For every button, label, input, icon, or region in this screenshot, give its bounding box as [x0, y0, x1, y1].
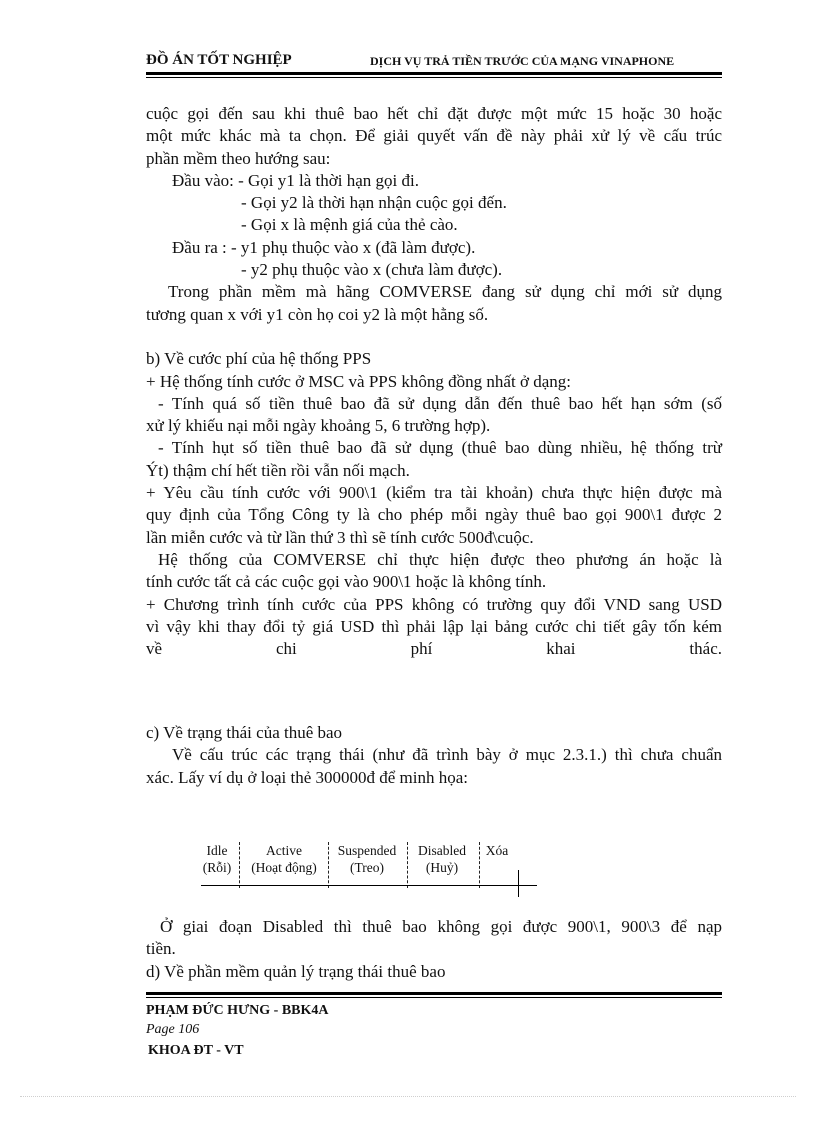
state-label: (Huỷ) — [425, 860, 459, 875]
header-thesis-title: ĐỒ ÁN TỐT NGHIỆP — [146, 52, 292, 68]
paragraph-line: tính cước tất cả các cuộc gọi vào 900\1 hoặc là không tính. — [146, 572, 547, 592]
paragraph-line: quy định của Tổng Công ty là cho phép mỗi ngày thuê bao gọi 900\1 được 2 — [146, 505, 722, 525]
paragraph-line: vì vậy khi thay đổi tỷ giá USD thì phải lập lại bảng cước chi tiết gây tốn kém — [146, 616, 722, 636]
body-block-2 — [146, 722, 722, 789]
subscriber-state-diagram — [199, 840, 544, 900]
output-line-1: Đầu ra : - y1 phụ thuộc vào x (đã làm được). — [172, 237, 476, 257]
bullet-line: + Yêu cầu tính cước với 900\1 (kiểm tra tài khoản) chưa thực hiện được mà — [146, 483, 722, 503]
state-delete — [482, 842, 512, 859]
state-divider — [239, 842, 240, 888]
paragraph-line: Ýt) thậm chí hết tiền rồi vẫn nối mạch. — [146, 460, 410, 480]
bullet-line: + Chương trình tính cước của PPS không có trường quy đổi VND sang USD — [146, 594, 722, 614]
paragraph-line: tiền. — [146, 939, 176, 959]
input-line-2: - Gọi y2 là thời hạn nhận cuộc gọi đến. — [241, 193, 507, 213]
state-disabled — [409, 842, 475, 876]
body-block-3 — [146, 916, 722, 983]
state-divider — [479, 842, 480, 888]
header-document-title: DỊCH VỤ TRẢ TIỀN TRƯỚC CỦA MẠNG VINAPHONE — [370, 54, 675, 68]
body-block-1 — [146, 103, 722, 660]
state-active — [242, 842, 326, 876]
paragraph-line: xử lý khiếu nại mỗi ngày khoảng 5, 6 trường hợp). — [146, 416, 491, 436]
section-d-title: d) Về phần mềm quản lý trạng thái thuê bao — [146, 961, 446, 981]
timeline-axis — [201, 885, 537, 886]
input-line-3: - Gọi x là mệnh giá của thẻ cào. — [241, 215, 458, 235]
bullet-line: + Hệ thống tính cước ở MSC và PPS không đồng nhất ở dạng: — [146, 371, 571, 391]
output-line-2: - y2 phụ thuộc vào x (chưa làm được). — [241, 260, 503, 280]
paragraph-line: cuộc gọi đến sau khi thuê bao hết chỉ đặt được một mức 15 hoặc 30 hoặc — [146, 104, 722, 123]
paragraph-line: - Tính hụt số tiền thuê bao đã sử dụng (thuê bao dùng nhiều, hệ thống trừ — [158, 438, 722, 458]
paragraph-line: Hệ thống của COMVERSE chỉ thực hiện được theo phương án hoặc là — [158, 549, 722, 569]
state-label: (Rỗi) — [202, 860, 232, 875]
state-label: Idle — [206, 843, 228, 858]
paragraph-line: phần mềm theo hướng sau: — [146, 148, 331, 168]
state-label: Disabled — [418, 843, 466, 858]
timeline-end-tick — [518, 870, 519, 897]
section-b-title: b) Về cước phí của hệ thống PPS — [146, 349, 372, 369]
state-divider — [328, 842, 329, 888]
state-idle — [199, 842, 235, 876]
state-label: (Hoạt động) — [251, 860, 317, 875]
state-label: Active — [266, 843, 302, 858]
paragraph-line: một mức khác mà ta chọn. Để giải quyết vấn đề này phải xử lý về cấu trúc — [146, 126, 722, 146]
paragraph-line: Ở giai đoạn Disabled thì thuê bao không gọi được 900\1, 900\3 để nạp — [160, 917, 722, 936]
state-label: (Treo) — [349, 860, 384, 875]
section-c-title: c) Về trạng thái của thuê bao — [146, 723, 343, 742]
page-bottom-edge — [20, 1096, 796, 1097]
state-suspended — [330, 842, 404, 876]
header-rule-thick — [146, 72, 722, 75]
footer-rule-thick — [146, 992, 722, 995]
footer-department: KHOA ĐT - VT — [148, 1043, 244, 1058]
state-label: Xóa — [485, 843, 509, 858]
footer-author: PHẠM ĐỨC HƯNG - BBK4A — [146, 1003, 329, 1018]
footer-rule-thin — [146, 997, 722, 998]
paragraph-line: - Tính quá số tiền thuê bao đã sử dụng dẫn đến thuê bao hết hạn sớm (số — [158, 393, 722, 413]
header-rule-thin — [146, 77, 722, 78]
paragraph-line: tương quan x với y1 còn họ coi y2 là một hằng số. — [146, 304, 489, 324]
paragraph-line: Trong phần mềm mà hãng COMVERSE đang sử dụng chỉ mới sử dụng — [168, 282, 722, 302]
paragraph-line: về chi phí khai thác. — [146, 639, 722, 659]
state-divider — [407, 842, 408, 888]
footer-page-number: Page 106 — [146, 1022, 200, 1037]
paragraph-line: lần miễn cước và từ lần thứ 3 thì sẽ tính cước 500đ\cuộc. — [146, 527, 534, 547]
paragraph-line: Về cấu trúc các trạng thái (như đã trình bày ở mục 2.3.1.) thì chưa chuẩn — [172, 745, 722, 765]
paragraph-line: xác. Lấy ví dụ ở loại thẻ 300000đ để minh họa: — [146, 767, 469, 787]
input-line-1: Đầu vào: - Gọi y1 là thời hạn gọi đi. — [172, 170, 419, 190]
state-label: Suspended — [337, 843, 397, 858]
